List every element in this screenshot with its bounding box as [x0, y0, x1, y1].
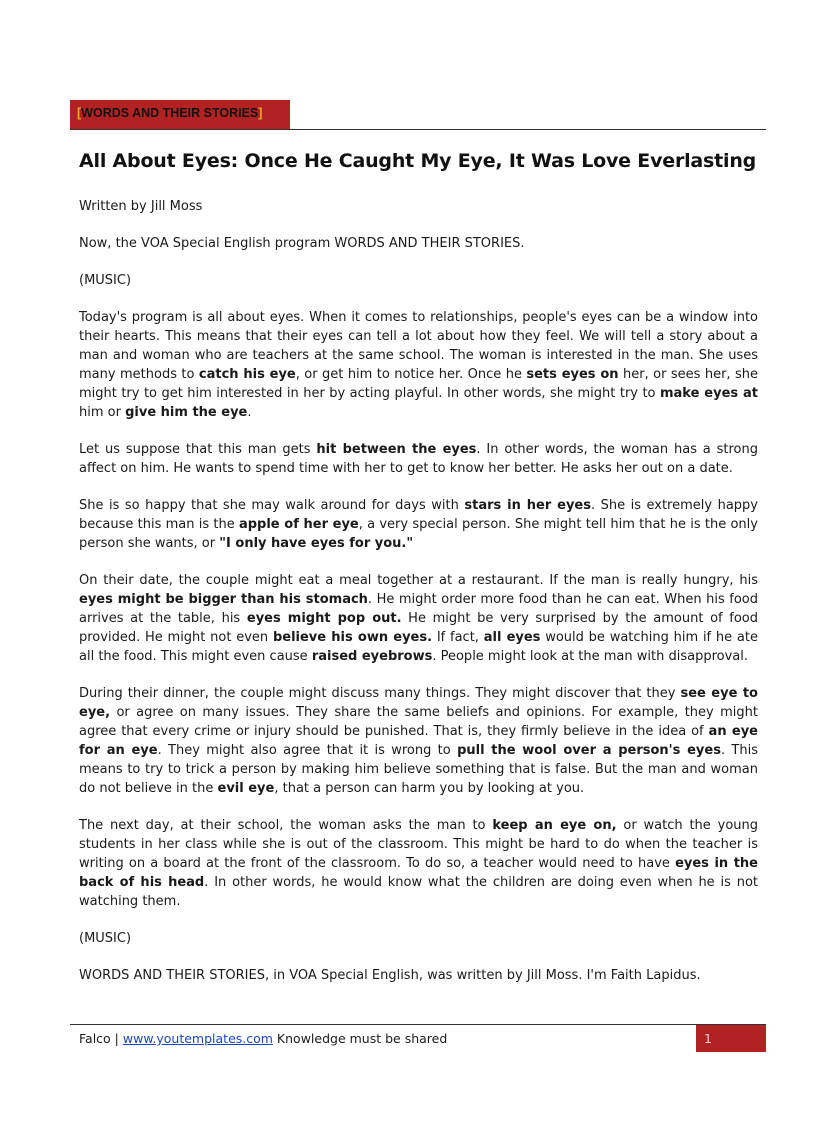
idiom-all-eyes: all eyes	[483, 630, 541, 645]
text-run: She is so happy that she may walk around for days with	[79, 498, 465, 513]
idiom-raised-eyebrows: raised eyebrows	[311, 649, 433, 664]
paragraph-5	[79, 684, 758, 798]
idiom-give-him-the-eye: give him the eye	[125, 405, 248, 420]
text-run: On their date, the couple might eat a meal together at a restaurant. If the man is really hungry, his	[79, 573, 758, 588]
text-run: her, or sees her, she might try to get him interested in her by acting playful. In other words, she might try to	[79, 367, 758, 401]
paragraph-1	[79, 308, 758, 422]
footer-brand: Falco	[79, 1031, 111, 1046]
text-run: If fact,	[432, 630, 484, 645]
closing-paragraph: WORDS AND THEIR STORIES, in VOA Special English, was written by Jill Moss. I'm Faith Lapidus.	[79, 968, 701, 983]
text-run: him or	[79, 405, 126, 420]
idiom-eyes-in-back-of-head: eyes in the back of his head	[79, 856, 758, 890]
footer-divider	[70, 1024, 766, 1025]
paragraph-2	[79, 440, 758, 478]
text-run: Let us suppose that this man gets	[79, 442, 317, 457]
text-run: , a very special person. She might tell him that he is the only person she wants, or	[79, 517, 758, 551]
text-run: . People might look at the man with disapproval.	[432, 649, 749, 664]
text-run: He might be very surprised by the amount of food provided. He might not even	[79, 611, 758, 645]
idiom-make-eyes-at: make eyes at	[659, 386, 758, 401]
byline: Written by Jill Moss	[79, 199, 203, 214]
header-divider	[70, 129, 766, 130]
music-cue-2: (MUSIC)	[79, 931, 132, 946]
text-run: , that a person can harm you by looking at you.	[274, 781, 585, 796]
footer-separator: |	[110, 1031, 123, 1046]
text-run: . She is extremely happy because this man is the	[79, 498, 758, 532]
bracket-open: [	[77, 106, 82, 120]
text-run: . In other words, the woman has a strong affect on him. He wants to spend time with her to get to know her better. He asks her out on a date.	[79, 442, 758, 476]
idiom-only-have-eyes-for-you: "I only have eyes for you."	[219, 536, 414, 551]
article-title: All About Eyes: Once He Caught My Eye, It Was Love Everlasting	[79, 150, 757, 172]
music-cue-1: (MUSIC)	[79, 273, 132, 288]
idiom-eyes-bigger-than-stomach: eyes might be bigger than his stomach	[79, 592, 368, 607]
text-run: . In other words, he would know what the children are doing even when he is not watching them.	[79, 875, 758, 909]
intro-paragraph: Now, the VOA Special English program WORDS AND THEIR STORIES.	[79, 236, 525, 251]
paragraph-4	[79, 571, 758, 666]
paragraph-6	[79, 816, 758, 911]
idiom-evil-eye: evil eye	[217, 781, 275, 796]
footer-website-link[interactable]: www.youtemplates.com	[122, 1031, 273, 1046]
text-run: During their dinner, the couple might discuss many things. They might discover that they	[79, 686, 681, 701]
article-body	[79, 147, 758, 1003]
idiom-eyes-pop-out: eyes might pop out.	[246, 611, 402, 626]
idiom-pull-the-wool: pull the wool over a person's eyes	[457, 743, 721, 758]
text-run: or watch the young students in her class while she is out of the classroom. This might be hard to do when the teacher is writing on a board at the front of the classroom. To do so, a teacher would need to have	[79, 818, 759, 871]
section-label: WORDS AND THEIR STORIES	[81, 106, 259, 120]
idiom-apple-of-her-eye: apple of her eye	[238, 517, 359, 532]
text-run: . This means to try to trick a person by making him believe something that is false. But the man and woman do not believe in the	[79, 743, 759, 796]
idiom-keep-an-eye-on: keep an eye on,	[492, 818, 617, 833]
text-run: or agree on many issues. They share the same beliefs and opinions. For example, they might agree that every crime or injury should be punished. That is, they firmly believe in the idea of	[79, 705, 758, 739]
idiom-believe-his-own-eyes: believe his own eyes.	[272, 630, 433, 645]
idiom-hit-between-the-eyes: hit between the eyes	[316, 442, 477, 457]
text-run: . They might also agree that it is wrong to	[157, 743, 458, 758]
text-run: .	[247, 405, 252, 420]
bracket-close: ]	[258, 106, 263, 120]
idiom-stars-in-her-eyes: stars in her eyes	[464, 498, 591, 513]
idiom-sets-eyes-on: sets eyes on	[526, 367, 619, 382]
page-number: 1	[704, 1031, 712, 1046]
page-number-badge	[696, 1025, 766, 1052]
footer-tagline: Knowledge must be shared	[272, 1031, 448, 1046]
text-run: . He might order more food than he can eat. When his food arrives at the table, his	[79, 592, 758, 626]
idiom-catch-his-eye: catch his eye	[198, 367, 296, 382]
text-run: The next day, at their school, the woman asks the man to	[79, 818, 493, 833]
section-header-tag	[70, 100, 290, 129]
idiom-an-eye-for-an-eye: an eye for an eye	[79, 724, 758, 758]
text-run: would be watching him if he ate all the food. This might even cause	[79, 630, 758, 664]
text-run: Today's program is all about eyes. When it comes to relationships, people's eyes can be a window into their hearts. This means that their eyes can tell a lot about how they feel. We will tell a story about a man and woman who are teachers at the same school. The woman is interested in the man. She uses many methods to	[79, 310, 758, 382]
text-run: , or get him to notice her. Once he	[295, 367, 527, 382]
paragraph-3	[79, 496, 758, 553]
idiom-see-eye-to-eye: see eye to eye,	[79, 686, 758, 720]
footer	[79, 1031, 447, 1046]
